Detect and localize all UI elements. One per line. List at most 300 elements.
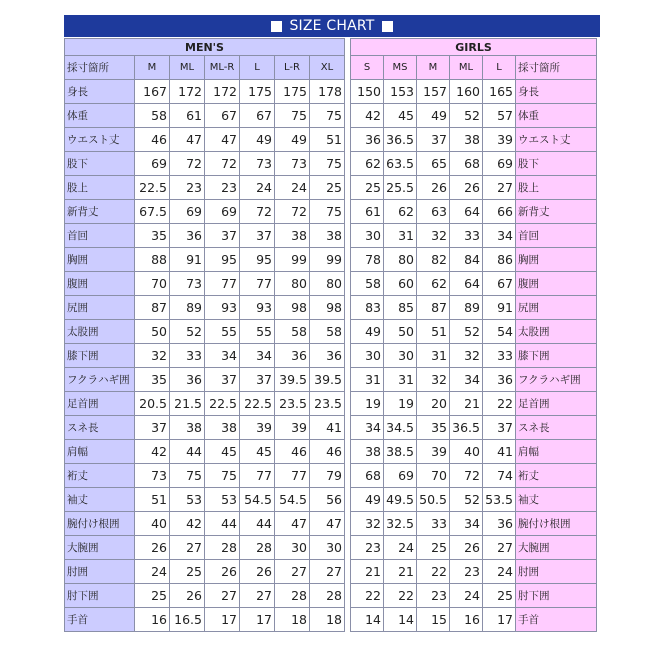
girls-value-cell: 21 <box>384 560 417 584</box>
mens-value-cell: 22.5 <box>135 176 170 200</box>
mens-value-cell: 42 <box>135 440 170 464</box>
mens-value-cell: 41 <box>310 416 345 440</box>
mens-row-label: 腹囲 <box>65 272 135 296</box>
mens-value-cell: 75 <box>310 200 345 224</box>
mens-value-cell: 39.5 <box>275 368 310 392</box>
mens-value-cell: 47 <box>205 128 240 152</box>
girls-value-cell: 34 <box>450 368 483 392</box>
girls-value-cell: 38 <box>351 440 384 464</box>
girls-value-cell: 26 <box>450 176 483 200</box>
girls-value-cell: 36.5 <box>384 128 417 152</box>
girls-value-cell: 39 <box>417 440 450 464</box>
mens-value-cell: 36 <box>170 368 205 392</box>
girls-table-row <box>351 560 597 584</box>
girls-value-cell: 17 <box>483 608 516 632</box>
mens-value-cell: 26 <box>135 536 170 560</box>
mens-table-row <box>65 512 345 536</box>
mens-value-cell: 72 <box>240 200 275 224</box>
girls-size-header: S <box>351 56 384 80</box>
mens-value-cell: 95 <box>240 248 275 272</box>
mens-value-cell: 27 <box>205 584 240 608</box>
mens-value-cell: 69 <box>135 152 170 176</box>
mens-value-cell: 46 <box>310 440 345 464</box>
mens-value-cell: 56 <box>310 488 345 512</box>
mens-table-row <box>65 416 345 440</box>
girls-table-row <box>351 440 597 464</box>
mens-table-row <box>65 488 345 512</box>
mens-value-cell: 73 <box>275 152 310 176</box>
mens-row-label: ウエスト丈 <box>65 128 135 152</box>
girls-value-cell: 25 <box>351 176 384 200</box>
girls-value-cell: 49.5 <box>384 488 417 512</box>
girls-value-cell: 78 <box>351 248 384 272</box>
mens-value-cell: 36 <box>310 344 345 368</box>
girls-value-cell: 32.5 <box>384 512 417 536</box>
mens-row-label: 体重 <box>65 104 135 128</box>
mens-table-row <box>65 272 345 296</box>
mens-value-cell: 26 <box>240 560 275 584</box>
girls-value-cell: 26 <box>417 176 450 200</box>
girls-row-label: 体重 <box>516 104 597 128</box>
mens-table-row <box>65 128 345 152</box>
mens-value-cell: 72 <box>170 152 205 176</box>
girls-value-cell: 157 <box>417 80 450 104</box>
girls-value-cell: 21 <box>351 560 384 584</box>
mens-value-cell: 75 <box>275 104 310 128</box>
mens-value-cell: 99 <box>310 248 345 272</box>
girls-value-cell: 74 <box>483 464 516 488</box>
girls-value-cell: 20 <box>417 392 450 416</box>
mens-value-cell: 77 <box>275 464 310 488</box>
mens-table-row <box>65 320 345 344</box>
girls-value-cell: 82 <box>417 248 450 272</box>
girls-row-label: 膝下囲 <box>516 344 597 368</box>
girls-table-row <box>351 368 597 392</box>
girls-value-cell: 34 <box>483 224 516 248</box>
girls-row-label: フクラハギ囲 <box>516 368 597 392</box>
mens-value-cell: 172 <box>170 80 205 104</box>
girls-value-cell: 65 <box>417 152 450 176</box>
girls-value-cell: 67 <box>483 272 516 296</box>
mens-value-cell: 75 <box>170 464 205 488</box>
mens-value-cell: 35 <box>135 224 170 248</box>
mens-value-cell: 39 <box>275 416 310 440</box>
girls-value-cell: 34 <box>450 512 483 536</box>
girls-value-cell: 68 <box>351 464 384 488</box>
mens-value-cell: 49 <box>275 128 310 152</box>
mens-row-label: フクラハギ囲 <box>65 368 135 392</box>
girls-value-cell: 62 <box>384 200 417 224</box>
girls-row-label: ウエスト丈 <box>516 128 597 152</box>
girls-value-cell: 62 <box>417 272 450 296</box>
girls-value-cell: 19 <box>384 392 417 416</box>
mens-title-row <box>65 39 345 56</box>
mens-value-cell: 67.5 <box>135 200 170 224</box>
girls-value-cell: 34 <box>351 416 384 440</box>
girls-value-cell: 52 <box>450 104 483 128</box>
mens-value-cell: 25 <box>170 560 205 584</box>
girls-row-label: 肩幅 <box>516 440 597 464</box>
mens-value-cell: 88 <box>135 248 170 272</box>
mens-value-cell: 39.5 <box>310 368 345 392</box>
girls-value-cell: 23 <box>417 584 450 608</box>
girls-value-cell: 42 <box>351 104 384 128</box>
mens-value-cell: 27 <box>310 560 345 584</box>
girls-value-cell: 16 <box>450 608 483 632</box>
mens-value-cell: 50 <box>135 320 170 344</box>
mens-value-cell: 73 <box>170 272 205 296</box>
mens-row-label: 股下 <box>65 152 135 176</box>
girls-value-cell: 165 <box>483 80 516 104</box>
size-chart-banner <box>64 15 600 37</box>
mens-row-label: 肘囲 <box>65 560 135 584</box>
girls-value-cell: 30 <box>384 344 417 368</box>
girls-table-row <box>351 296 597 320</box>
mens-row-label: 肩幅 <box>65 440 135 464</box>
mens-value-cell: 36 <box>170 224 205 248</box>
mens-value-cell: 99 <box>275 248 310 272</box>
mens-value-cell: 44 <box>170 440 205 464</box>
girls-table-row <box>351 200 597 224</box>
girls-value-cell: 54 <box>483 320 516 344</box>
mens-value-cell: 18 <box>275 608 310 632</box>
mens-value-cell: 36 <box>275 344 310 368</box>
girls-value-cell: 14 <box>384 608 417 632</box>
girls-value-cell: 31 <box>417 344 450 368</box>
girls-value-cell: 57 <box>483 104 516 128</box>
girls-row-label: 新背丈 <box>516 200 597 224</box>
mens-value-cell: 28 <box>310 584 345 608</box>
mens-value-cell: 18 <box>310 608 345 632</box>
girls-size-table <box>350 38 597 632</box>
girls-row-label: 首回 <box>516 224 597 248</box>
girls-row-label: 裄丈 <box>516 464 597 488</box>
girls-table-row <box>351 320 597 344</box>
girls-value-cell: 25 <box>417 536 450 560</box>
girls-value-cell: 19 <box>351 392 384 416</box>
mens-table-row <box>65 440 345 464</box>
mens-value-cell: 27 <box>275 560 310 584</box>
girls-row-label: 袖丈 <box>516 488 597 512</box>
girls-value-cell: 68 <box>450 152 483 176</box>
mens-value-cell: 23.5 <box>275 392 310 416</box>
mens-row-label: 新背丈 <box>65 200 135 224</box>
mens-size-header: L-R <box>275 56 310 80</box>
girls-value-cell: 32 <box>417 224 450 248</box>
mens-value-cell: 72 <box>275 200 310 224</box>
mens-value-cell: 49 <box>240 128 275 152</box>
mens-value-cell: 80 <box>275 272 310 296</box>
girls-table-row <box>351 608 597 632</box>
girls-value-cell: 63.5 <box>384 152 417 176</box>
mens-value-cell: 39 <box>240 416 275 440</box>
girls-value-cell: 69 <box>384 464 417 488</box>
mens-value-cell: 178 <box>310 80 345 104</box>
mens-value-cell: 28 <box>205 536 240 560</box>
mens-value-cell: 38 <box>310 224 345 248</box>
mens-value-cell: 175 <box>275 80 310 104</box>
mens-value-cell: 47 <box>310 512 345 536</box>
mens-value-cell: 69 <box>170 200 205 224</box>
mens-value-cell: 51 <box>310 128 345 152</box>
girls-value-cell: 62 <box>351 152 384 176</box>
mens-value-cell: 26 <box>205 560 240 584</box>
girls-row-label: 太股囲 <box>516 320 597 344</box>
girls-value-cell: 53.5 <box>483 488 516 512</box>
mens-value-cell: 89 <box>170 296 205 320</box>
girls-table-row <box>351 272 597 296</box>
mens-value-cell: 45 <box>240 440 275 464</box>
mens-value-cell: 38 <box>275 224 310 248</box>
girls-table-row <box>351 248 597 272</box>
girls-value-cell: 24 <box>450 584 483 608</box>
mens-value-cell: 34 <box>240 344 275 368</box>
girls-table-row <box>351 104 597 128</box>
mens-value-cell: 79 <box>310 464 345 488</box>
girls-size-header: MS <box>384 56 417 80</box>
mens-table-title: MEN'S <box>65 39 345 56</box>
mens-table-row <box>65 296 345 320</box>
mens-size-table <box>64 38 345 632</box>
girls-row-label: 足首囲 <box>516 392 597 416</box>
mens-value-cell: 55 <box>205 320 240 344</box>
mens-table-row <box>65 344 345 368</box>
square-icon-left <box>271 21 282 32</box>
girls-value-cell: 64 <box>450 200 483 224</box>
girls-value-cell: 22 <box>351 584 384 608</box>
girls-value-cell: 22 <box>483 392 516 416</box>
mens-value-cell: 16 <box>135 608 170 632</box>
girls-table-row <box>351 224 597 248</box>
mens-value-cell: 52 <box>170 320 205 344</box>
girls-row-label: 腹囲 <box>516 272 597 296</box>
girls-value-cell: 26 <box>450 536 483 560</box>
mens-value-cell: 37 <box>205 368 240 392</box>
mens-value-cell: 23.5 <box>310 392 345 416</box>
mens-value-cell: 93 <box>205 296 240 320</box>
mens-value-cell: 22.5 <box>240 392 275 416</box>
mens-table-row <box>65 368 345 392</box>
mens-value-cell: 75 <box>310 104 345 128</box>
girls-value-cell: 63 <box>417 200 450 224</box>
mens-value-cell: 55 <box>240 320 275 344</box>
girls-value-cell: 23 <box>351 536 384 560</box>
girls-value-cell: 91 <box>483 296 516 320</box>
girls-value-cell: 21 <box>450 392 483 416</box>
mens-value-cell: 38 <box>205 416 240 440</box>
mens-value-cell: 75 <box>310 152 345 176</box>
girls-row-label: 尻囲 <box>516 296 597 320</box>
mens-table-row <box>65 584 345 608</box>
mens-value-cell: 23 <box>205 176 240 200</box>
girls-value-cell: 69 <box>483 152 516 176</box>
mens-value-cell: 95 <box>205 248 240 272</box>
mens-table-row <box>65 608 345 632</box>
girls-size-header: ML <box>450 56 483 80</box>
girls-value-cell: 60 <box>384 272 417 296</box>
mens-value-cell: 77 <box>205 272 240 296</box>
mens-value-cell: 73 <box>240 152 275 176</box>
girls-value-cell: 89 <box>450 296 483 320</box>
girls-value-cell: 41 <box>483 440 516 464</box>
girls-table-title: GIRLS <box>351 39 597 56</box>
mens-table-row <box>65 248 345 272</box>
mens-size-header-row <box>65 56 345 80</box>
girls-value-cell: 37 <box>417 128 450 152</box>
girls-table-row <box>351 176 597 200</box>
mens-value-cell: 67 <box>240 104 275 128</box>
girls-row-label: 大腕囲 <box>516 536 597 560</box>
girls-value-cell: 22 <box>384 584 417 608</box>
mens-row-label: 手首 <box>65 608 135 632</box>
mens-value-cell: 175 <box>240 80 275 104</box>
girls-table-row <box>351 80 597 104</box>
girls-value-cell: 51 <box>417 320 450 344</box>
mens-row-label: 身長 <box>65 80 135 104</box>
girls-value-cell: 45 <box>384 104 417 128</box>
mens-row-label: 膝下囲 <box>65 344 135 368</box>
girls-value-cell: 85 <box>384 296 417 320</box>
girls-value-cell: 66 <box>483 200 516 224</box>
mens-table-row <box>65 152 345 176</box>
girls-value-cell: 50.5 <box>417 488 450 512</box>
mens-value-cell: 35 <box>135 368 170 392</box>
girls-value-cell: 80 <box>384 248 417 272</box>
mens-value-cell: 38 <box>170 416 205 440</box>
girls-row-label: 股下 <box>516 152 597 176</box>
girls-value-cell: 70 <box>417 464 450 488</box>
girls-value-cell: 31 <box>384 224 417 248</box>
mens-table-row <box>65 200 345 224</box>
mens-value-cell: 40 <box>135 512 170 536</box>
mens-row-label: 首回 <box>65 224 135 248</box>
girls-value-cell: 30 <box>351 344 384 368</box>
mens-table-row <box>65 224 345 248</box>
girls-value-cell: 32 <box>450 344 483 368</box>
girls-row-label: 股上 <box>516 176 597 200</box>
girls-label-header: 採寸箇所 <box>516 56 597 80</box>
mens-table-row <box>65 536 345 560</box>
girls-value-cell: 34.5 <box>384 416 417 440</box>
mens-value-cell: 67 <box>205 104 240 128</box>
girls-value-cell: 32 <box>417 368 450 392</box>
mens-value-cell: 46 <box>135 128 170 152</box>
mens-size-header: M <box>135 56 170 80</box>
mens-value-cell: 45 <box>205 440 240 464</box>
mens-value-cell: 37 <box>135 416 170 440</box>
mens-value-cell: 93 <box>240 296 275 320</box>
mens-value-cell: 21.5 <box>170 392 205 416</box>
mens-value-cell: 32 <box>135 344 170 368</box>
mens-value-cell: 47 <box>170 128 205 152</box>
girls-value-cell: 36 <box>483 512 516 536</box>
girls-value-cell: 36 <box>351 128 384 152</box>
girls-value-cell: 36.5 <box>450 416 483 440</box>
mens-row-label: スネ長 <box>65 416 135 440</box>
mens-table-row <box>65 80 345 104</box>
girls-value-cell: 31 <box>384 368 417 392</box>
mens-value-cell: 58 <box>135 104 170 128</box>
girls-value-cell: 33 <box>450 224 483 248</box>
girls-value-cell: 52 <box>450 320 483 344</box>
mens-row-label: 肘下囲 <box>65 584 135 608</box>
girls-table-row <box>351 416 597 440</box>
girls-value-cell: 72 <box>450 464 483 488</box>
girls-table-row <box>351 464 597 488</box>
mens-value-cell: 51 <box>135 488 170 512</box>
mens-label-header: 採寸箇所 <box>65 56 135 80</box>
mens-value-cell: 58 <box>275 320 310 344</box>
girls-row-label: 肘下囲 <box>516 584 597 608</box>
mens-value-cell: 27 <box>170 536 205 560</box>
mens-row-label: 股上 <box>65 176 135 200</box>
mens-value-cell: 25 <box>310 176 345 200</box>
girls-table-row <box>351 392 597 416</box>
girls-value-cell: 35 <box>417 416 450 440</box>
girls-size-header: L <box>483 56 516 80</box>
girls-row-label: 肘囲 <box>516 560 597 584</box>
mens-value-cell: 34 <box>205 344 240 368</box>
girls-table-row <box>351 128 597 152</box>
girls-value-cell: 23 <box>450 560 483 584</box>
mens-value-cell: 87 <box>135 296 170 320</box>
mens-value-cell: 24 <box>240 176 275 200</box>
girls-value-cell: 38.5 <box>384 440 417 464</box>
girls-value-cell: 25 <box>483 584 516 608</box>
mens-table-row <box>65 176 345 200</box>
mens-value-cell: 30 <box>275 536 310 560</box>
girls-value-cell: 87 <box>417 296 450 320</box>
mens-row-label: 胸囲 <box>65 248 135 272</box>
mens-value-cell: 27 <box>240 584 275 608</box>
size-chart-title: SIZE CHART <box>289 18 375 34</box>
mens-row-label: 太股囲 <box>65 320 135 344</box>
mens-value-cell: 30 <box>310 536 345 560</box>
girls-value-cell: 22 <box>417 560 450 584</box>
mens-row-label: 腕付け根囲 <box>65 512 135 536</box>
mens-value-cell: 91 <box>170 248 205 272</box>
mens-value-cell: 58 <box>310 320 345 344</box>
mens-size-header: L <box>240 56 275 80</box>
mens-value-cell: 46 <box>275 440 310 464</box>
girls-value-cell: 150 <box>351 80 384 104</box>
girls-table-row <box>351 584 597 608</box>
girls-row-label: 手首 <box>516 608 597 632</box>
mens-value-cell: 26 <box>170 584 205 608</box>
mens-value-cell: 37 <box>240 368 275 392</box>
mens-value-cell: 53 <box>170 488 205 512</box>
girls-value-cell: 38 <box>450 128 483 152</box>
mens-value-cell: 167 <box>135 80 170 104</box>
mens-value-cell: 77 <box>240 272 275 296</box>
girls-value-cell: 61 <box>351 200 384 224</box>
girls-value-cell: 31 <box>351 368 384 392</box>
girls-value-cell: 160 <box>450 80 483 104</box>
girls-value-cell: 83 <box>351 296 384 320</box>
mens-value-cell: 17 <box>205 608 240 632</box>
girls-value-cell: 24 <box>384 536 417 560</box>
girls-value-cell: 15 <box>417 608 450 632</box>
girls-value-cell: 37 <box>483 416 516 440</box>
girls-row-label: 身長 <box>516 80 597 104</box>
girls-size-header-row <box>351 56 597 80</box>
girls-table-row <box>351 536 597 560</box>
mens-value-cell: 37 <box>240 224 275 248</box>
mens-value-cell: 53 <box>205 488 240 512</box>
mens-value-cell: 16.5 <box>170 608 205 632</box>
mens-value-cell: 44 <box>205 512 240 536</box>
girls-value-cell: 27 <box>483 176 516 200</box>
